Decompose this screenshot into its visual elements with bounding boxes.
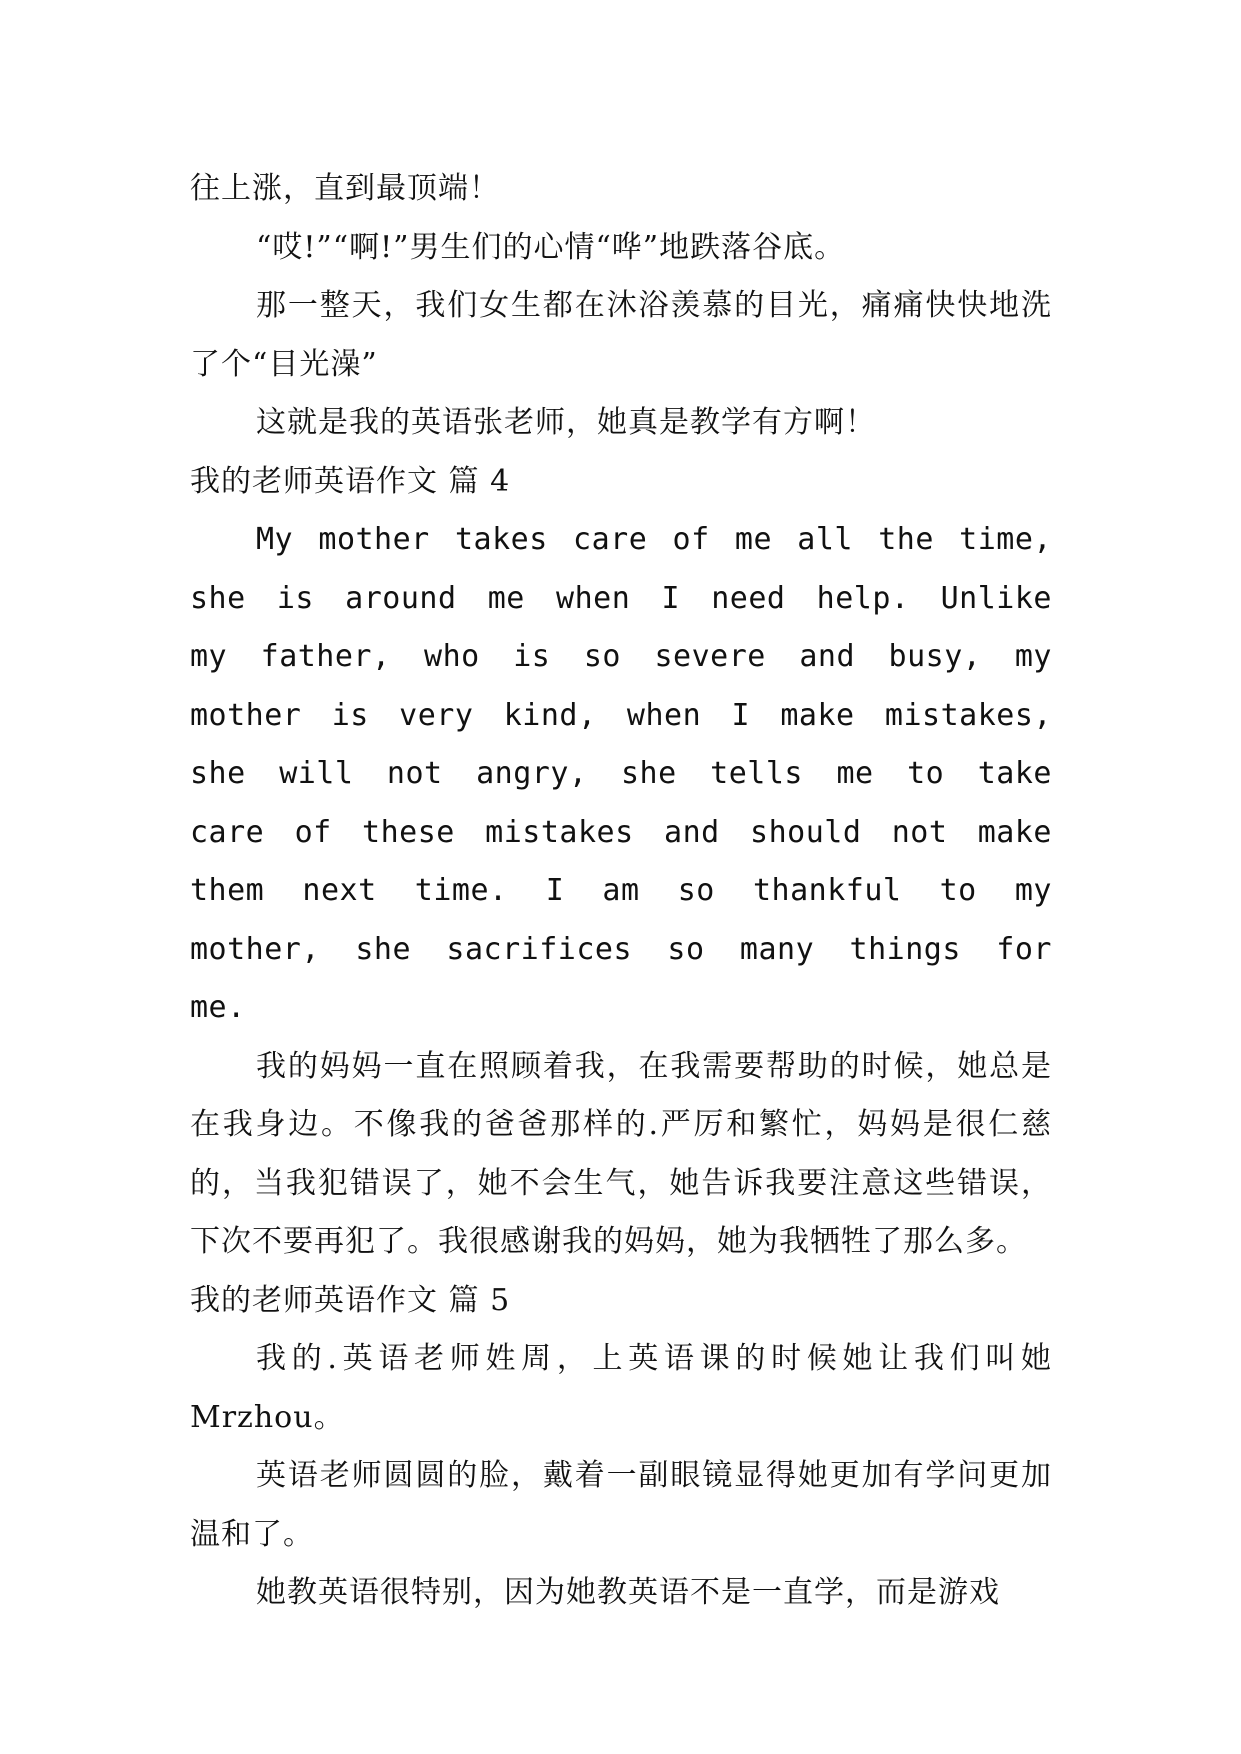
section-heading-5: 我的老师英语作文 篇 5 (190, 1282, 511, 1318)
paragraph-3: 那一整天，我们女生都在沐浴羡慕的目光，痛痛快快地洗了个“目光澡” (190, 288, 1052, 382)
section-heading-4: 我的老师英语作文 篇 4 (190, 463, 511, 499)
document-page (190, 160, 1052, 1623)
paragraph-english: My mother takes care of me all the time, she is around me when I need help. Unlike my father, who is so severe and busy, my mother is very kind, when I make mistakes, she will not angry, she tells me to take care of these mistakes and should not make them next time. I am so thankful to my mother, she sacrifices so many things for me. (190, 522, 1052, 1025)
paragraph-7: 我的.英语老师姓周，上英语课的时候她让我们叫她Mrzhou。 (190, 1341, 1052, 1435)
paragraph-2: “哎!”“啊!”男生们的心情“哗”地跌落谷底。 (256, 229, 846, 265)
paragraph-4: 这就是我的英语张老师，她真是教学有方啊！ (256, 405, 876, 440)
paragraph-9: 她教英语很特别，因为她教英语不是一直学，而是游戏 (256, 1575, 1000, 1610)
paragraph-translation: 我的妈妈一直在照顾着我，在我需要帮助的时候，她总是在我身边。不像我的爸爸那样的.严厉和繁忙，妈妈是很仁慈的，当我犯错误了，她不会生气，她告诉我要注意这些错误，下次不要再犯了。我很感谢我的妈妈，她为我牺牲了那么多。 (190, 1048, 1052, 1259)
paragraph-8: 英语老师圆圆的脸，戴着一副眼镜显得她更加有学问更加温和了。 (190, 1458, 1052, 1552)
paragraph-1: 往上涨，直到最顶端！ (190, 171, 500, 206)
